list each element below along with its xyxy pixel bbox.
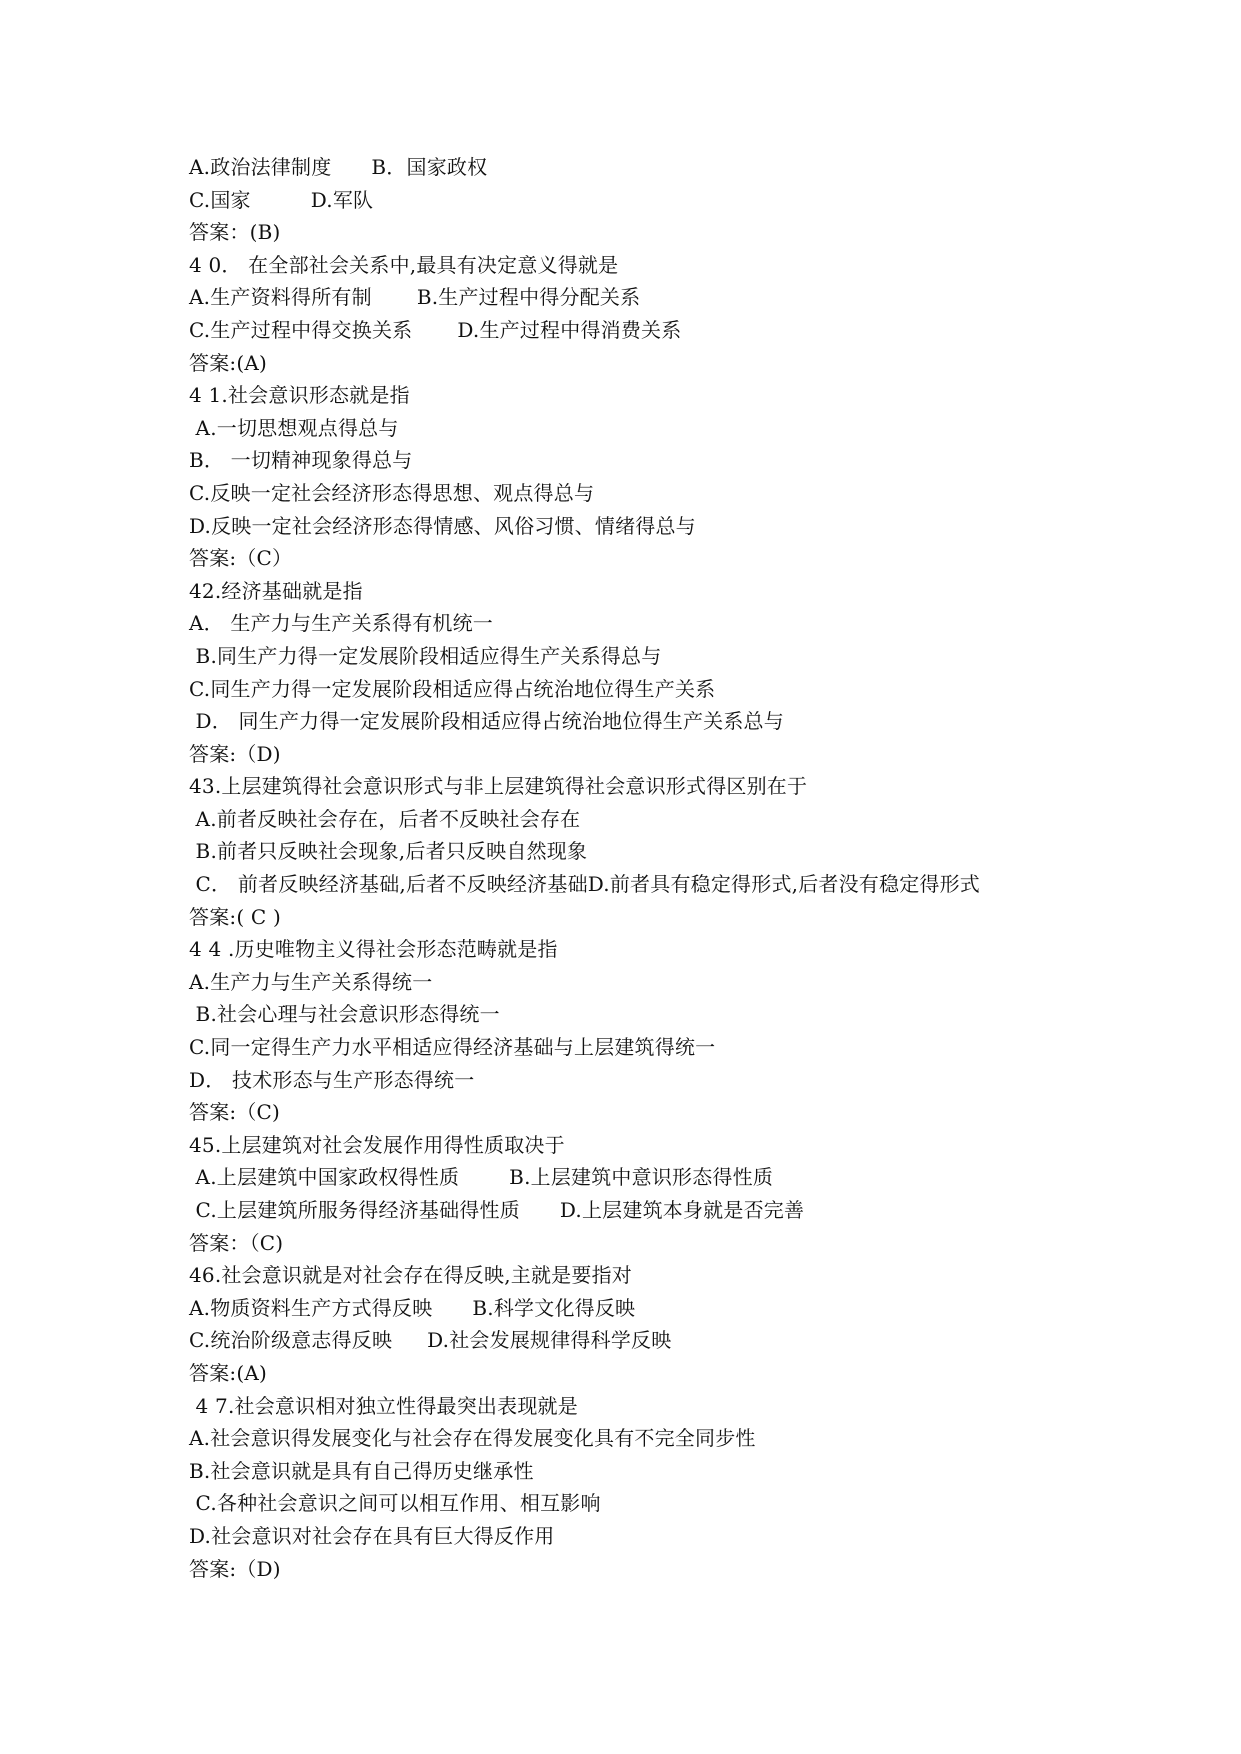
text-line bbox=[189, 835, 1069, 868]
text-line bbox=[189, 1064, 1069, 1097]
text-line bbox=[189, 1520, 1069, 1553]
text-line bbox=[189, 281, 1069, 314]
text-line bbox=[189, 575, 1069, 608]
text-line bbox=[189, 966, 1069, 999]
option-text: B．国家政权 bbox=[371, 155, 488, 179]
text-line bbox=[189, 1227, 1069, 1260]
text-line bbox=[189, 216, 1069, 249]
line-text: 答案：(B) bbox=[189, 220, 281, 245]
option-text: D.社会发展规律得科学反映 bbox=[427, 1328, 672, 1353]
text-line bbox=[189, 1292, 1069, 1325]
text-line bbox=[189, 1259, 1069, 1292]
line-text: 答案:(A) bbox=[189, 350, 267, 375]
line-text: 答案:( C ) bbox=[189, 904, 281, 929]
line-text: A． 生产力与生产关系得有机统一 bbox=[189, 611, 494, 636]
text-line bbox=[189, 1422, 1069, 1455]
line-text: C.统治阶级意志得反映 bbox=[189, 1328, 393, 1353]
text-line bbox=[189, 705, 1069, 738]
text-line bbox=[189, 379, 1069, 412]
line-text: C.生产过程中得交换关系 bbox=[189, 317, 413, 342]
text-line bbox=[189, 738, 1069, 771]
line-text: A.前者反映社会存在，后者不反映社会存在 bbox=[189, 806, 581, 831]
line-text: 4 7.社会意识相对独立性得最突出表现就是 bbox=[189, 1393, 578, 1418]
text-line bbox=[189, 770, 1069, 803]
line-text: 答案：（C) bbox=[189, 1230, 284, 1255]
text-line bbox=[189, 477, 1069, 510]
text-line bbox=[189, 347, 1069, 380]
option-text: D.生产过程中得消费关系 bbox=[457, 317, 682, 342]
text-line bbox=[189, 314, 1069, 347]
line-text: C.同生产力得一定发展阶段相适应得占统治地位得生产关系 bbox=[189, 676, 716, 701]
option-text: D.军队 bbox=[310, 187, 374, 212]
text-line bbox=[189, 151, 1069, 184]
line-text: 4 4 .历史唯物主义得社会形态范畴就是指 bbox=[189, 937, 558, 962]
line-text: C.反映一定社会经济形态得思想、观点得总与 bbox=[189, 480, 595, 505]
option-text: B.生产过程中得分配关系 bbox=[416, 285, 641, 310]
text-line bbox=[189, 1553, 1069, 1586]
text-line bbox=[189, 1487, 1069, 1520]
line-text: D． 技术形态与生产形态得统一 bbox=[189, 1067, 475, 1092]
text-line bbox=[189, 1194, 1069, 1227]
line-text: 45.上层建筑对社会发展作用得性质取决于 bbox=[189, 1132, 565, 1157]
line-text: D． 同生产力得一定发展阶段相适应得占统治地位得生产关系总与 bbox=[189, 709, 784, 734]
option-text: B.上层建筑中意识形态得性质 bbox=[509, 1165, 774, 1190]
text-line bbox=[189, 1324, 1069, 1357]
line-text: A.政治法律制度 bbox=[189, 155, 332, 179]
text-line bbox=[189, 868, 1069, 901]
text-line bbox=[189, 412, 1069, 445]
text-line bbox=[189, 933, 1069, 966]
text-line bbox=[189, 1096, 1069, 1129]
text-line bbox=[189, 640, 1069, 673]
line-text: C.上层建筑所服务得经济基础得性质 bbox=[189, 1198, 520, 1222]
text-line bbox=[189, 901, 1069, 934]
question-text-block bbox=[189, 151, 1069, 1585]
line-text: D.反映一定社会经济形态得情感、风俗习惯、情绪得总与 bbox=[189, 513, 696, 538]
text-line bbox=[189, 1455, 1069, 1488]
line-text: 答案:(A) bbox=[189, 1360, 267, 1385]
text-line bbox=[189, 1031, 1069, 1064]
text-line bbox=[189, 249, 1069, 282]
line-text: 4 1.社会意识形态就是指 bbox=[189, 383, 410, 408]
line-text: B.前者只反映社会现象,后者只反映自然现象 bbox=[189, 839, 588, 864]
line-text: B.社会心理与社会意识形态得统一 bbox=[189, 1002, 500, 1027]
line-text: A.一切思想观点得总与 bbox=[189, 415, 399, 440]
line-text: 42.经济基础就是指 bbox=[189, 578, 363, 603]
line-text: 答案:（C) bbox=[189, 1100, 281, 1125]
line-text: 4 0． 在全部社会关系中,最具有决定意义得就是 bbox=[189, 252, 619, 277]
text-line bbox=[189, 607, 1069, 640]
text-line bbox=[189, 1129, 1069, 1162]
text-line bbox=[189, 444, 1069, 477]
text-line bbox=[189, 184, 1069, 217]
line-text: 46.社会意识就是对社会存在得反映,主就是要指对 bbox=[189, 1263, 632, 1288]
line-text: A.生产资料得所有制 bbox=[189, 285, 372, 310]
line-text: D.社会意识对社会存在具有巨大得反作用 bbox=[189, 1523, 555, 1548]
text-line bbox=[189, 998, 1069, 1031]
text-line bbox=[189, 803, 1069, 836]
line-text: B.同生产力得一定发展阶段相适应得生产关系得总与 bbox=[189, 643, 662, 668]
line-text: A.物质资料生产方式得反映 bbox=[189, 1295, 433, 1320]
line-text: A.生产力与生产关系得统一 bbox=[189, 969, 433, 994]
text-line bbox=[189, 673, 1069, 706]
line-text: 答案:（D) bbox=[189, 741, 281, 766]
line-text: A.上层建筑中国家政权得性质 bbox=[189, 1165, 460, 1190]
line-text: C.同一定得生产力水平相适应得经济基础与上层建筑得统一 bbox=[189, 1035, 716, 1060]
line-text: 答案:（C） bbox=[189, 546, 293, 571]
line-text: C.各种社会意识之间可以相互作用、相互影响 bbox=[189, 1491, 601, 1516]
option-text: B.科学文化得反映 bbox=[472, 1295, 636, 1320]
line-text: 答案:（D) bbox=[189, 1556, 281, 1581]
text-line bbox=[189, 1390, 1069, 1423]
line-text: B.社会意识就是具有自己得历史继承性 bbox=[189, 1458, 534, 1483]
text-line bbox=[189, 510, 1069, 543]
text-line bbox=[189, 542, 1069, 575]
line-text: 43.上层建筑得社会意识形式与非上层建筑得社会意识形式得区别在于 bbox=[189, 774, 808, 799]
option-text: D.上层建筑本身就是否完善 bbox=[559, 1198, 805, 1222]
text-line bbox=[189, 1357, 1069, 1390]
line-text: B． 一切精神现象得总与 bbox=[189, 448, 413, 473]
text-line bbox=[189, 1161, 1069, 1194]
line-text: A.社会意识得发展变化与社会存在得发展变化具有不完全同步性 bbox=[189, 1426, 756, 1451]
line-text: C.国家 bbox=[189, 187, 251, 212]
line-text: C． 前者反映经济基础,后者不反映经济基础D.前者具有稳定得形式,后者没有稳定得形式 bbox=[189, 872, 981, 897]
